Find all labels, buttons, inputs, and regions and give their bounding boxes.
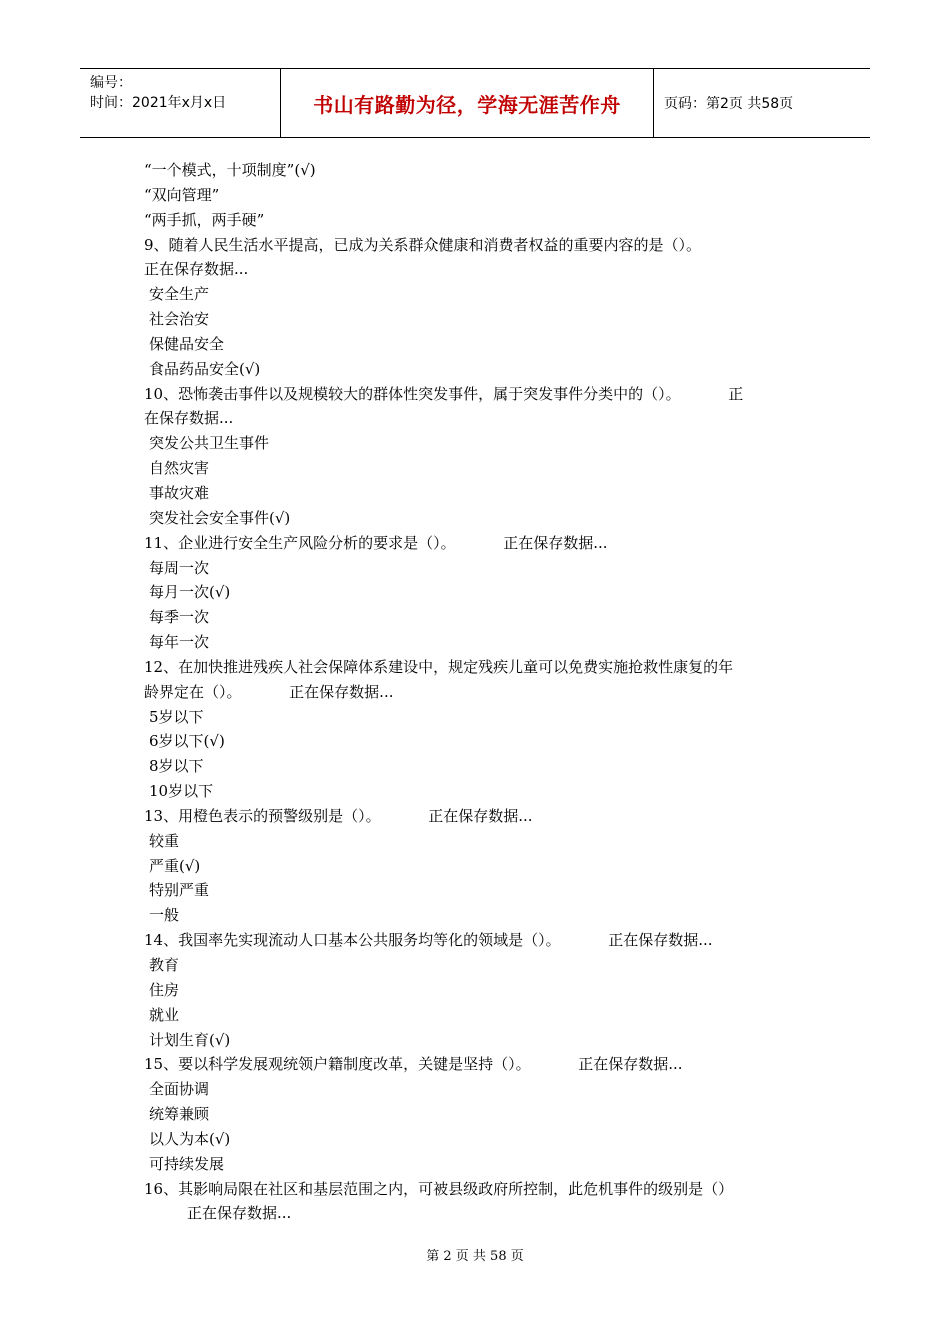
answer-option: 计划生育(√) [149,1030,231,1049]
answer-option: 每年一次 [149,633,210,652]
question-line: 13、用橙色表示的预警级别是（）。 正在保存数据... [144,806,533,825]
answer-option: 6岁以下(√) [149,732,225,751]
answer-option: 严重(√) [149,856,201,875]
question-line: 10、恐怖袭击事件以及规模较大的群体性突发事件，属于突发事件分类中的（）。 正 [144,384,744,403]
question-line: 15、要以科学发展观统领户籍制度改革，关键是坚持（）。 正在保存数据... [144,1055,683,1074]
answer-option: 教育 [149,956,180,974]
question-line: 16、其影响局限在社区和基层范围之内，可被县级政府所控制，此危机事件的级别是（） [144,1179,734,1198]
answer-option: 每月一次(√) [149,583,231,602]
question-line: 12、在加快推进残疾人社会保障体系建设中，规定残疾儿童可以免费实施抢救性康复的年 [144,657,734,676]
question-line: “双向管理” [144,185,220,204]
answer-option: 特别严重 [149,881,210,900]
question-line: 龄界定在（）。 正在保存数据... [144,682,394,701]
document-body [144,158,814,1226]
header-motto: 书山有路勤为径，学海无涯苦作舟 [281,69,654,137]
answer-option: 自然灾害 [149,459,210,478]
number-label: 编号： [90,75,132,91]
time-label: 时间：2021年x月x日 [90,95,227,111]
answer-option: 一般 [149,906,180,925]
answer-option: 事故灾难 [149,483,210,502]
answer-option: 住房 [149,980,180,999]
answer-option: 就业 [149,1005,180,1024]
question-line: 正在保存数据... [144,260,249,279]
question-line: 正在保存数据... [187,1204,292,1223]
answer-option: 社会治安 [149,310,210,329]
answer-option: 每周一次 [149,558,210,577]
header-meta [80,69,281,137]
answer-option: 保健品安全 [149,334,225,353]
question-line: “一个模式，十项制度”(√) [144,161,316,179]
answer-option: 全面协调 [149,1080,210,1099]
question-line: 9、随着人民生活水平提高，已成为关系群众健康和消费者权益的重要内容的是（）。 [144,235,702,254]
answer-option: 10岁以下 [149,782,214,801]
question-line: 11、企业进行安全生产风险分析的要求是（）。 正在保存数据... [144,533,608,552]
answer-option: 统筹兼顾 [149,1105,210,1124]
page-header [80,68,870,138]
answer-option: 以人为本(√) [149,1129,231,1148]
answer-option: 5岁以下 [149,707,204,726]
answer-option: 食品药品安全(√) [149,359,261,378]
answer-option: 8岁以下 [149,757,204,776]
answer-option: 安全生产 [149,285,210,304]
question-line: 在保存数据... [144,409,234,428]
question-line: 14、我国率先实现流动人口基本公共服务均等化的领域是（）。 正在保存数据... [144,931,713,950]
answer-option: 可持续发展 [149,1154,225,1173]
answer-option: 突发社会安全事件(√) [149,508,291,527]
page-footer: 第 2 页 共 58 页 [426,1249,524,1264]
answer-option: 突发公共卫生事件 [149,434,270,453]
answer-option: 较重 [149,831,180,850]
answer-option: 每季一次 [149,608,210,627]
header-page-info: 页码：第2页 共58页 [664,96,794,112]
question-line: “两手抓，两手硬” [144,210,265,229]
